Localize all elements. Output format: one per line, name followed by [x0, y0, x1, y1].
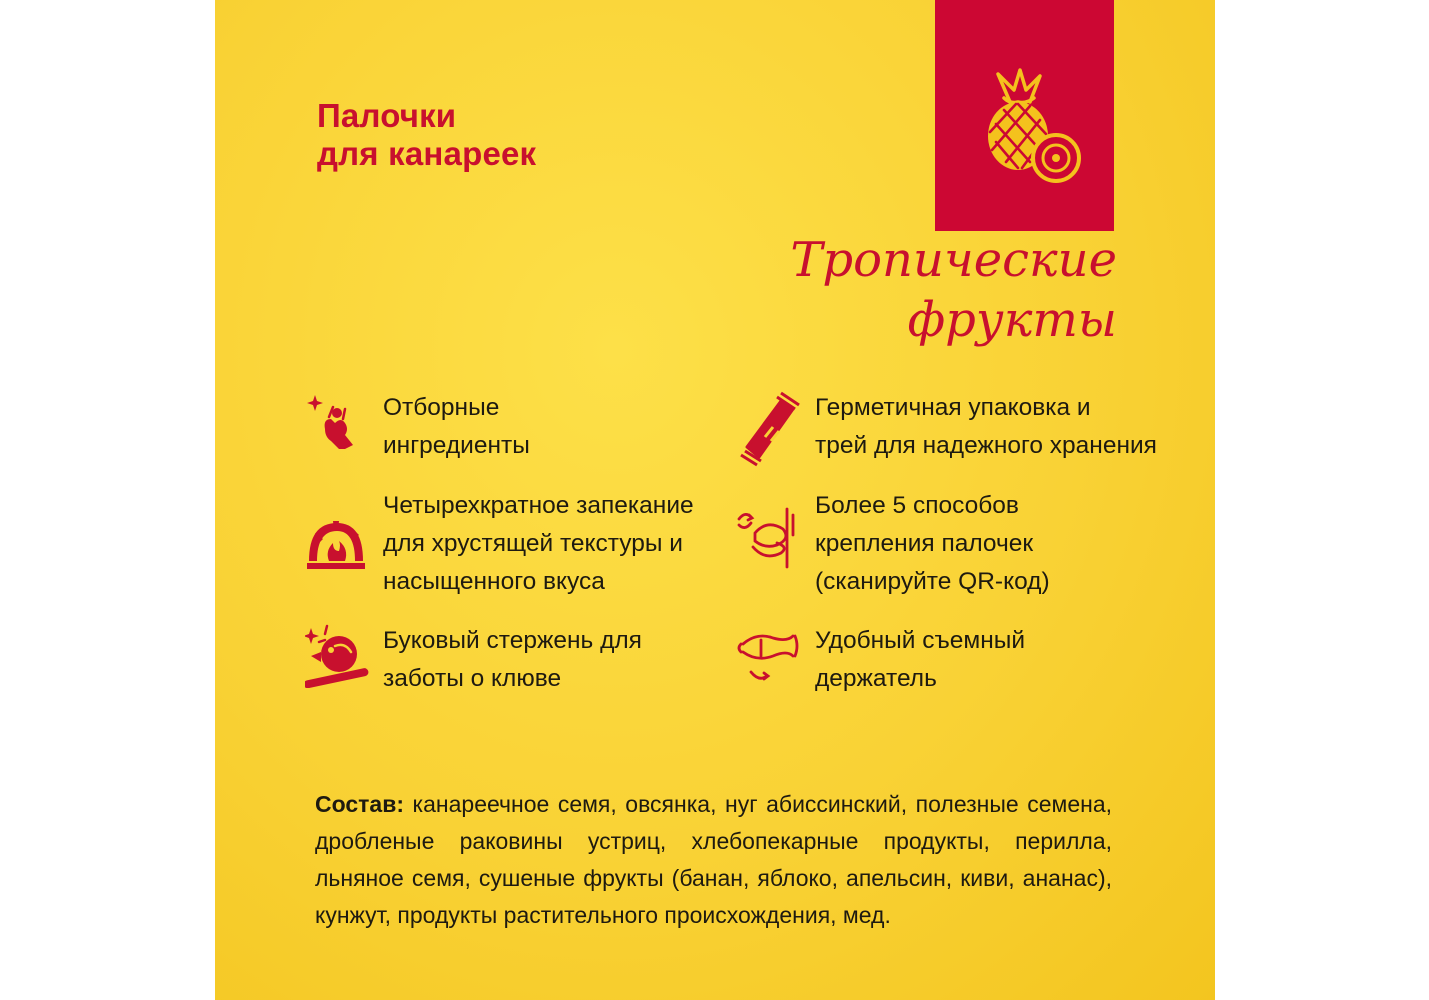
- product-title-line-1: Палочки: [317, 97, 457, 134]
- sealed-package-icon: [737, 389, 801, 467]
- product-title-line-2: для канареек: [317, 135, 537, 172]
- feature-text: [383, 389, 530, 465]
- feature-line: Удобный съемный: [815, 627, 1026, 654]
- feature-line: Более 5 способов: [815, 492, 1019, 519]
- feature-line: заботы о клюве: [383, 665, 562, 692]
- flavor-name: Тропические фрукты: [790, 232, 1117, 348]
- composition-label: Состав:: [315, 791, 405, 817]
- feature-text: [815, 389, 1157, 465]
- composition-body: канареечное семя, овсянка, нуг абиссинский, полезные семена, дробленые раковины устриц, хлебопекарные продукты, перилла, льняное семя, сушеные фрукты (банан, яблоко, апельсин, киви, ананас), кунжут, продукты растительного происхождения, мед.: [315, 791, 1112, 928]
- feature-line: для хрустящей текстуры и: [383, 530, 683, 557]
- feature-line: (сканируйте QR-код): [815, 568, 1050, 595]
- holder-icon: [737, 622, 801, 688]
- feature-line: Буковый стержень для: [383, 627, 642, 654]
- feature-line: Четырехкратное запекание: [383, 492, 694, 519]
- composition-text: [315, 786, 1112, 934]
- feature-text: [383, 487, 694, 601]
- feature-text: [815, 622, 1025, 698]
- bird-beak-icon: [305, 622, 371, 688]
- mount-clip-icon: [737, 505, 801, 571]
- feature-line: Отборные: [383, 394, 500, 421]
- feature-text: [815, 487, 1050, 601]
- feature-line: насыщенного вкуса: [383, 568, 605, 595]
- feature-line: крепления палочек: [815, 530, 1034, 557]
- feature-line: трей для надежного хранения: [815, 432, 1157, 459]
- feature-text: [383, 622, 642, 698]
- product-title: [317, 97, 637, 173]
- oven-icon: [305, 515, 365, 575]
- hand-seed-icon: [305, 389, 365, 449]
- feature-line: Герметичная упаковка и: [815, 394, 1091, 421]
- feature-line: ингредиенты: [383, 432, 530, 459]
- product-card: [215, 0, 1215, 1000]
- pineapple-kiwi-icon: [970, 68, 1082, 188]
- flavor-tag: [935, 0, 1114, 231]
- feature-line: держатель: [815, 665, 937, 692]
